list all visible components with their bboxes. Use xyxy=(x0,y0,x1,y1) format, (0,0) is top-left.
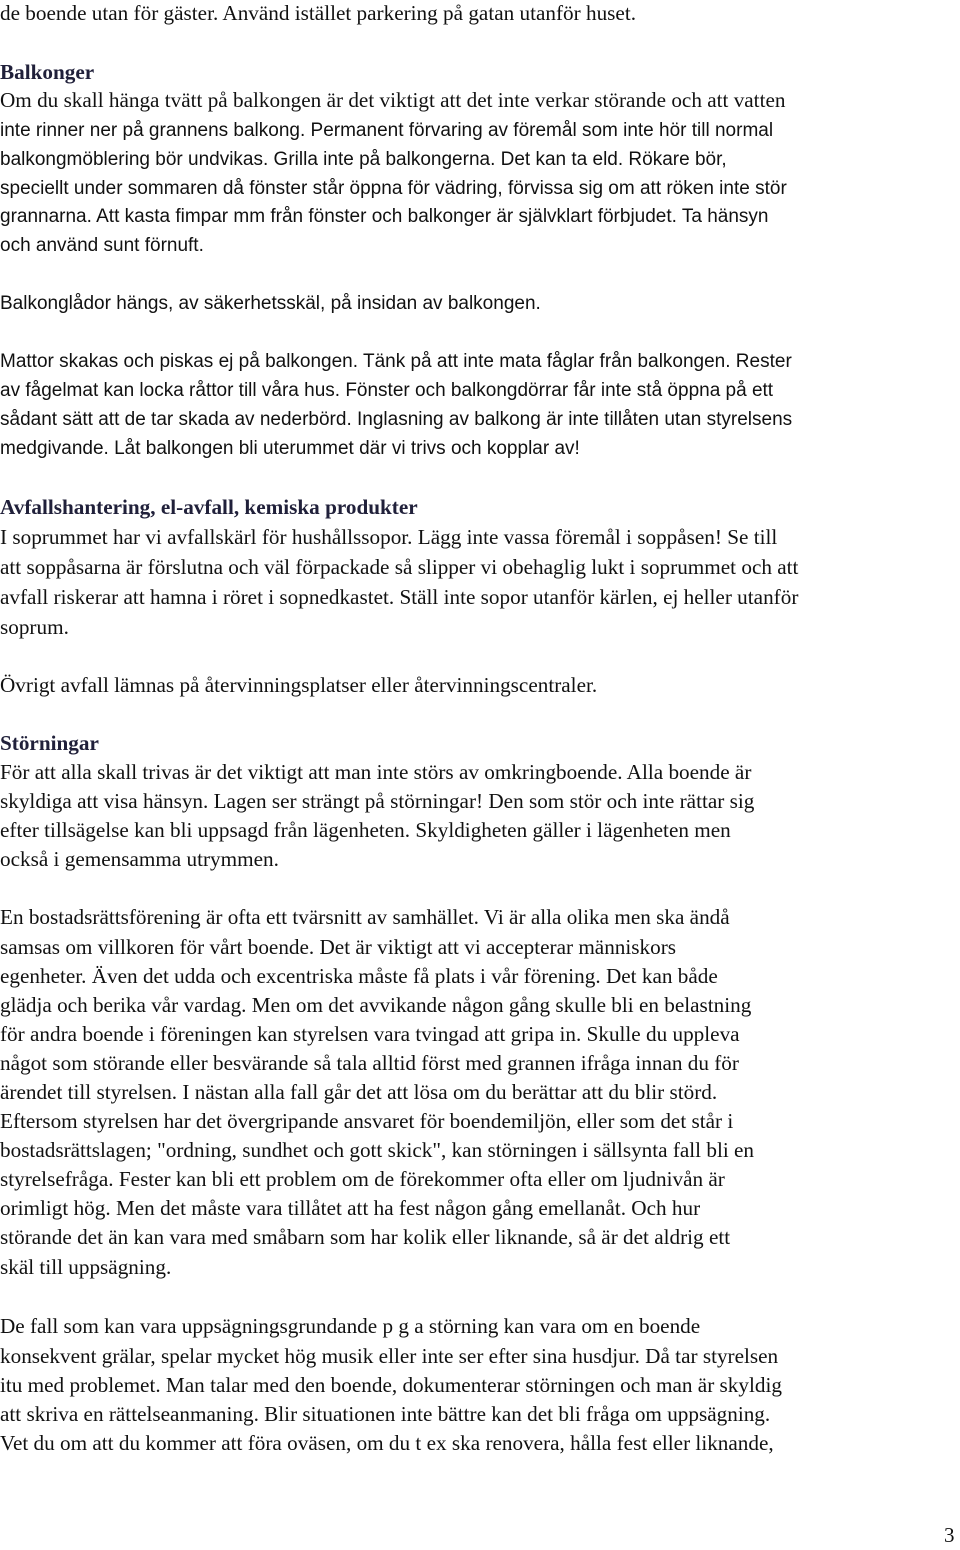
text-line: Vet du om att du kommer att föra oväsen, om du t ex ska renovera, hålla fest eller liknande, xyxy=(0,1431,774,1455)
text-line: glädja och berika vår vardag. Men om det avvikande någon gång skulle bli en belastning xyxy=(0,993,752,1017)
text-line: sådant sätt att de tar skada av nederbörd. Inglasning av balkong är inte tillåten utan styrelsens xyxy=(0,409,793,430)
text-line: Övrigt avfall lämnas på återvinningsplatser eller återvinningscentraler. xyxy=(0,673,598,697)
text-line: skyldiga att visa hänsyn. Lagen ser strängt på störningar! Den som stör och inte rättar sig xyxy=(0,789,755,813)
text-line: orimligt hög. Men det måste vara tillåtet att ha fest någon gång emellanåt. Och hur xyxy=(0,1196,701,1220)
text-line: De fall som kan vara uppsägningsgrundande p g a störning kan vara om en boende xyxy=(0,1314,701,1338)
text-line: medgivande. Låt balkongen bli uterummet där vi trivs och kopplar av! xyxy=(0,438,580,459)
text-line: itu med problemet. Man talar med den boende, dokumenterar störningen och man är skyldig xyxy=(0,1373,782,1397)
text-line: för andra boende i föreningen kan styrelsen vara tvingad att gripa in. Skulle du uppleva xyxy=(0,1022,740,1046)
text-line: avfall riskerar att hamna i röret i sopnedkastet. Ställ inte sopor utanför kärlen, ej heller utanför xyxy=(0,585,799,609)
text-line: och använd sunt förnuft. xyxy=(0,235,204,256)
text-line: att skriva en rättelseanmaning. Blir situationen inte bättre kan det bli fråga om uppsägning. xyxy=(0,1402,771,1426)
text-line: inte rinner ner på grannens balkong. Permanent förvaring av föremål som inte hör till normal xyxy=(0,120,774,141)
text-line: samsas om villkoren för vårt boende. Det är viktigt att vi accepterar människors xyxy=(0,935,677,959)
text-line: Eftersom styrelsen har det övergripande ansvaret för boendemiljön, eller som det står i xyxy=(0,1109,734,1133)
text-line: något som störande eller besvärande så tala alltid först med grannen ifråga innan du för xyxy=(0,1051,739,1075)
text-line: också i gemensamma utrymmen. xyxy=(0,847,279,871)
text-line: Om du skall hänga tvätt på balkongen är det viktigt att det inte verkar störande och att vatten xyxy=(0,88,786,112)
text-line: speciellt under sommaren då fönster står öppna för vädring, förvissa sig om att röken inte stör xyxy=(0,178,787,199)
text-line: av fågelmat kan locka råttor till våra hus. Fönster och balkongdörrar får inte stå öppna på ett xyxy=(0,380,774,401)
text-line: Balkonglådor hängs, av säkerhetsskäl, på insidan av balkongen. xyxy=(0,293,541,314)
text-line: störande det än kan vara med småbarn som har kolik eller liknande, så är det aldrig ett xyxy=(0,1225,731,1249)
section-heading: Balkonger xyxy=(0,60,95,84)
text-line: balkongmöblering bör undvikas. Grilla inte på balkongerna. Det kan ta eld. Rökare bör, xyxy=(0,149,727,170)
text-line: att soppåsarna är förslutna och väl förpackade så slipper vi obehaglig lukt i soprummet och att xyxy=(0,555,799,579)
text-line: För att alla skall trivas är det viktigt att man inte störs av omkringboende. Alla boende är xyxy=(0,760,752,784)
page-number: 3 xyxy=(944,1523,955,1547)
section-heading: Avfallshantering, el-avfall, kemiska produkter xyxy=(0,495,418,519)
text-line: ärendet till styrelsen. I nästan alla fall går det att lösa om du berättar att du blir störd. xyxy=(0,1080,718,1104)
text-line: En bostadsrättsförening är ofta ett tvärsnitt av samhället. Vi är alla olika men ska ändå xyxy=(0,905,730,929)
text-line: styrelsefråga. Fester kan bli ett problem om de förekommer ofta eller om ljudnivån är xyxy=(0,1167,725,1191)
text-line: grannarna. Att kasta fimpar mm från fönster och balkonger är självklart förbjudet. Ta hänsyn xyxy=(0,206,769,227)
text-line: I soprummet har vi avfallskärl för hushållssopor. Lägg inte vassa föremål i soppåsen! Se till xyxy=(0,525,778,549)
text-line: efter tillsägelse kan bli uppsagd från lägenheten. Skyldigheten gäller i lägenheten men xyxy=(0,818,731,842)
section-heading: Störningar xyxy=(0,731,99,755)
text-line: skäl till uppsägning. xyxy=(0,1255,172,1279)
text-line: bostadsrättslagen; "ordning, sundhet och gott skick", kan störningen i sällsynta fall bli en xyxy=(0,1138,755,1162)
text-line: de boende utan för gäster. Använd istället parkering på gatan utanför huset. xyxy=(0,1,637,25)
text-line: konsekvent grälar, spelar mycket hög musik eller inte ser efter sina husdjur. Då tar styrelsen xyxy=(0,1344,779,1368)
text-line: Mattor skakas och piskas ej på balkongen. Tänk på att inte mata fåglar från balkongen. Rester xyxy=(0,351,792,372)
text-line: egenheter. Även det udda och excentriska måste få plats i vår förening. Det kan både xyxy=(0,964,718,988)
text-line: soprum. xyxy=(0,615,69,639)
